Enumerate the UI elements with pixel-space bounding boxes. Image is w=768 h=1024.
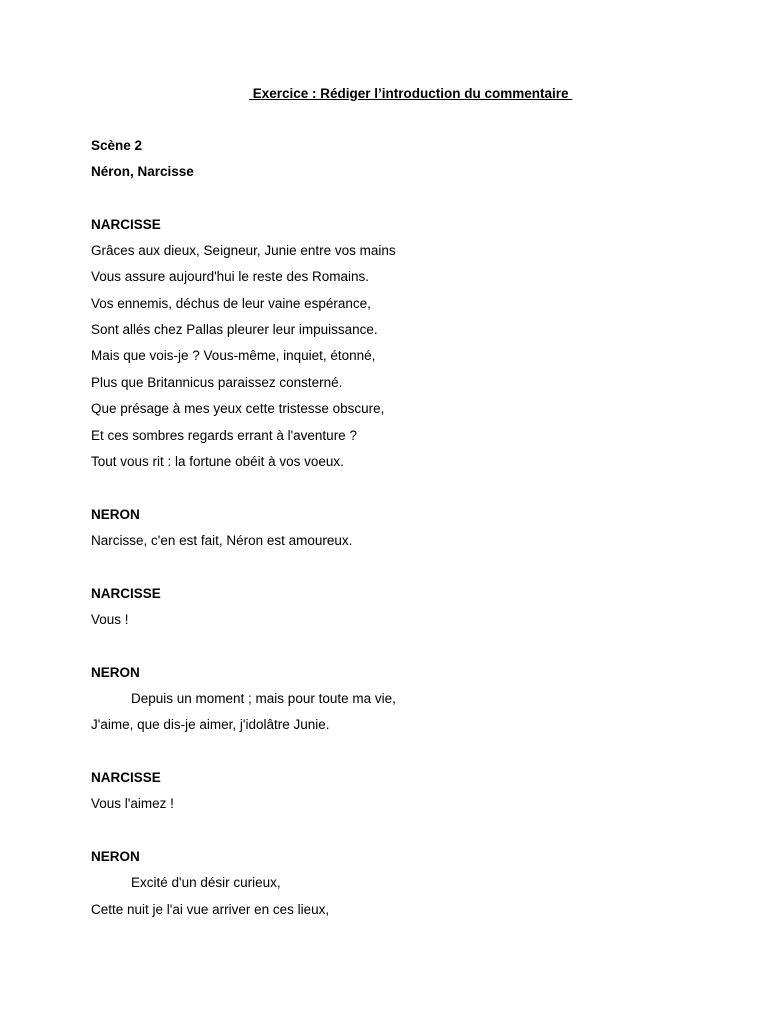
- verse-line: Depuis un moment ; mais pour toute ma vie,: [131, 691, 396, 706]
- verse-line: Vous l'aimez !: [91, 796, 174, 811]
- speaker-name: NARCISSE: [91, 217, 161, 232]
- speaker-name: NERON: [91, 849, 140, 864]
- verse-line: J'aime, que dis-je aimer, j'idolâtre Junie.: [91, 717, 330, 732]
- verse-line: Mais que vois-je ? Vous-même, inquiet, étonné,: [91, 348, 376, 363]
- verse-line: Excité d'un désir curieux,: [131, 875, 281, 890]
- characters-heading: Néron, Narcisse: [91, 164, 194, 179]
- verse-line: Grâces aux dieux, Seigneur, Junie entre vos mains: [91, 243, 396, 258]
- verse-line: Que présage à mes yeux cette tristesse obscure,: [91, 401, 385, 416]
- speaker-name: NERON: [91, 507, 140, 522]
- verse-line: Tout vous rit : la fortune obéit à vos voeux.: [91, 454, 344, 469]
- exercise-title: Exercice : Rédiger l’introduction du commentaire: [249, 86, 573, 101]
- speaker-name: NARCISSE: [91, 770, 161, 785]
- verse-line: Et ces sombres regards errant à l'aventure ?: [91, 428, 357, 443]
- verse-line: Vous !: [91, 612, 129, 627]
- verse-line: Cette nuit je l'ai vue arriver en ces lieux,: [91, 902, 330, 917]
- scene-heading: Scène 2: [91, 138, 143, 153]
- verse-line: Narcisse, c'en est fait, Néron est amoureux.: [91, 533, 353, 548]
- speaker-name: NERON: [91, 665, 140, 680]
- verse-line: Vos ennemis, déchus de leur vaine espérance,: [91, 296, 371, 311]
- verse-line: Plus que Britannicus paraissez consterné.: [91, 375, 343, 390]
- verse-line: Sont allés chez Pallas pleurer leur impuissance.: [91, 322, 378, 337]
- speaker-name: NARCISSE: [91, 586, 161, 601]
- verse-line: Vous assure aujourd'hui le reste des Romains.: [91, 269, 369, 284]
